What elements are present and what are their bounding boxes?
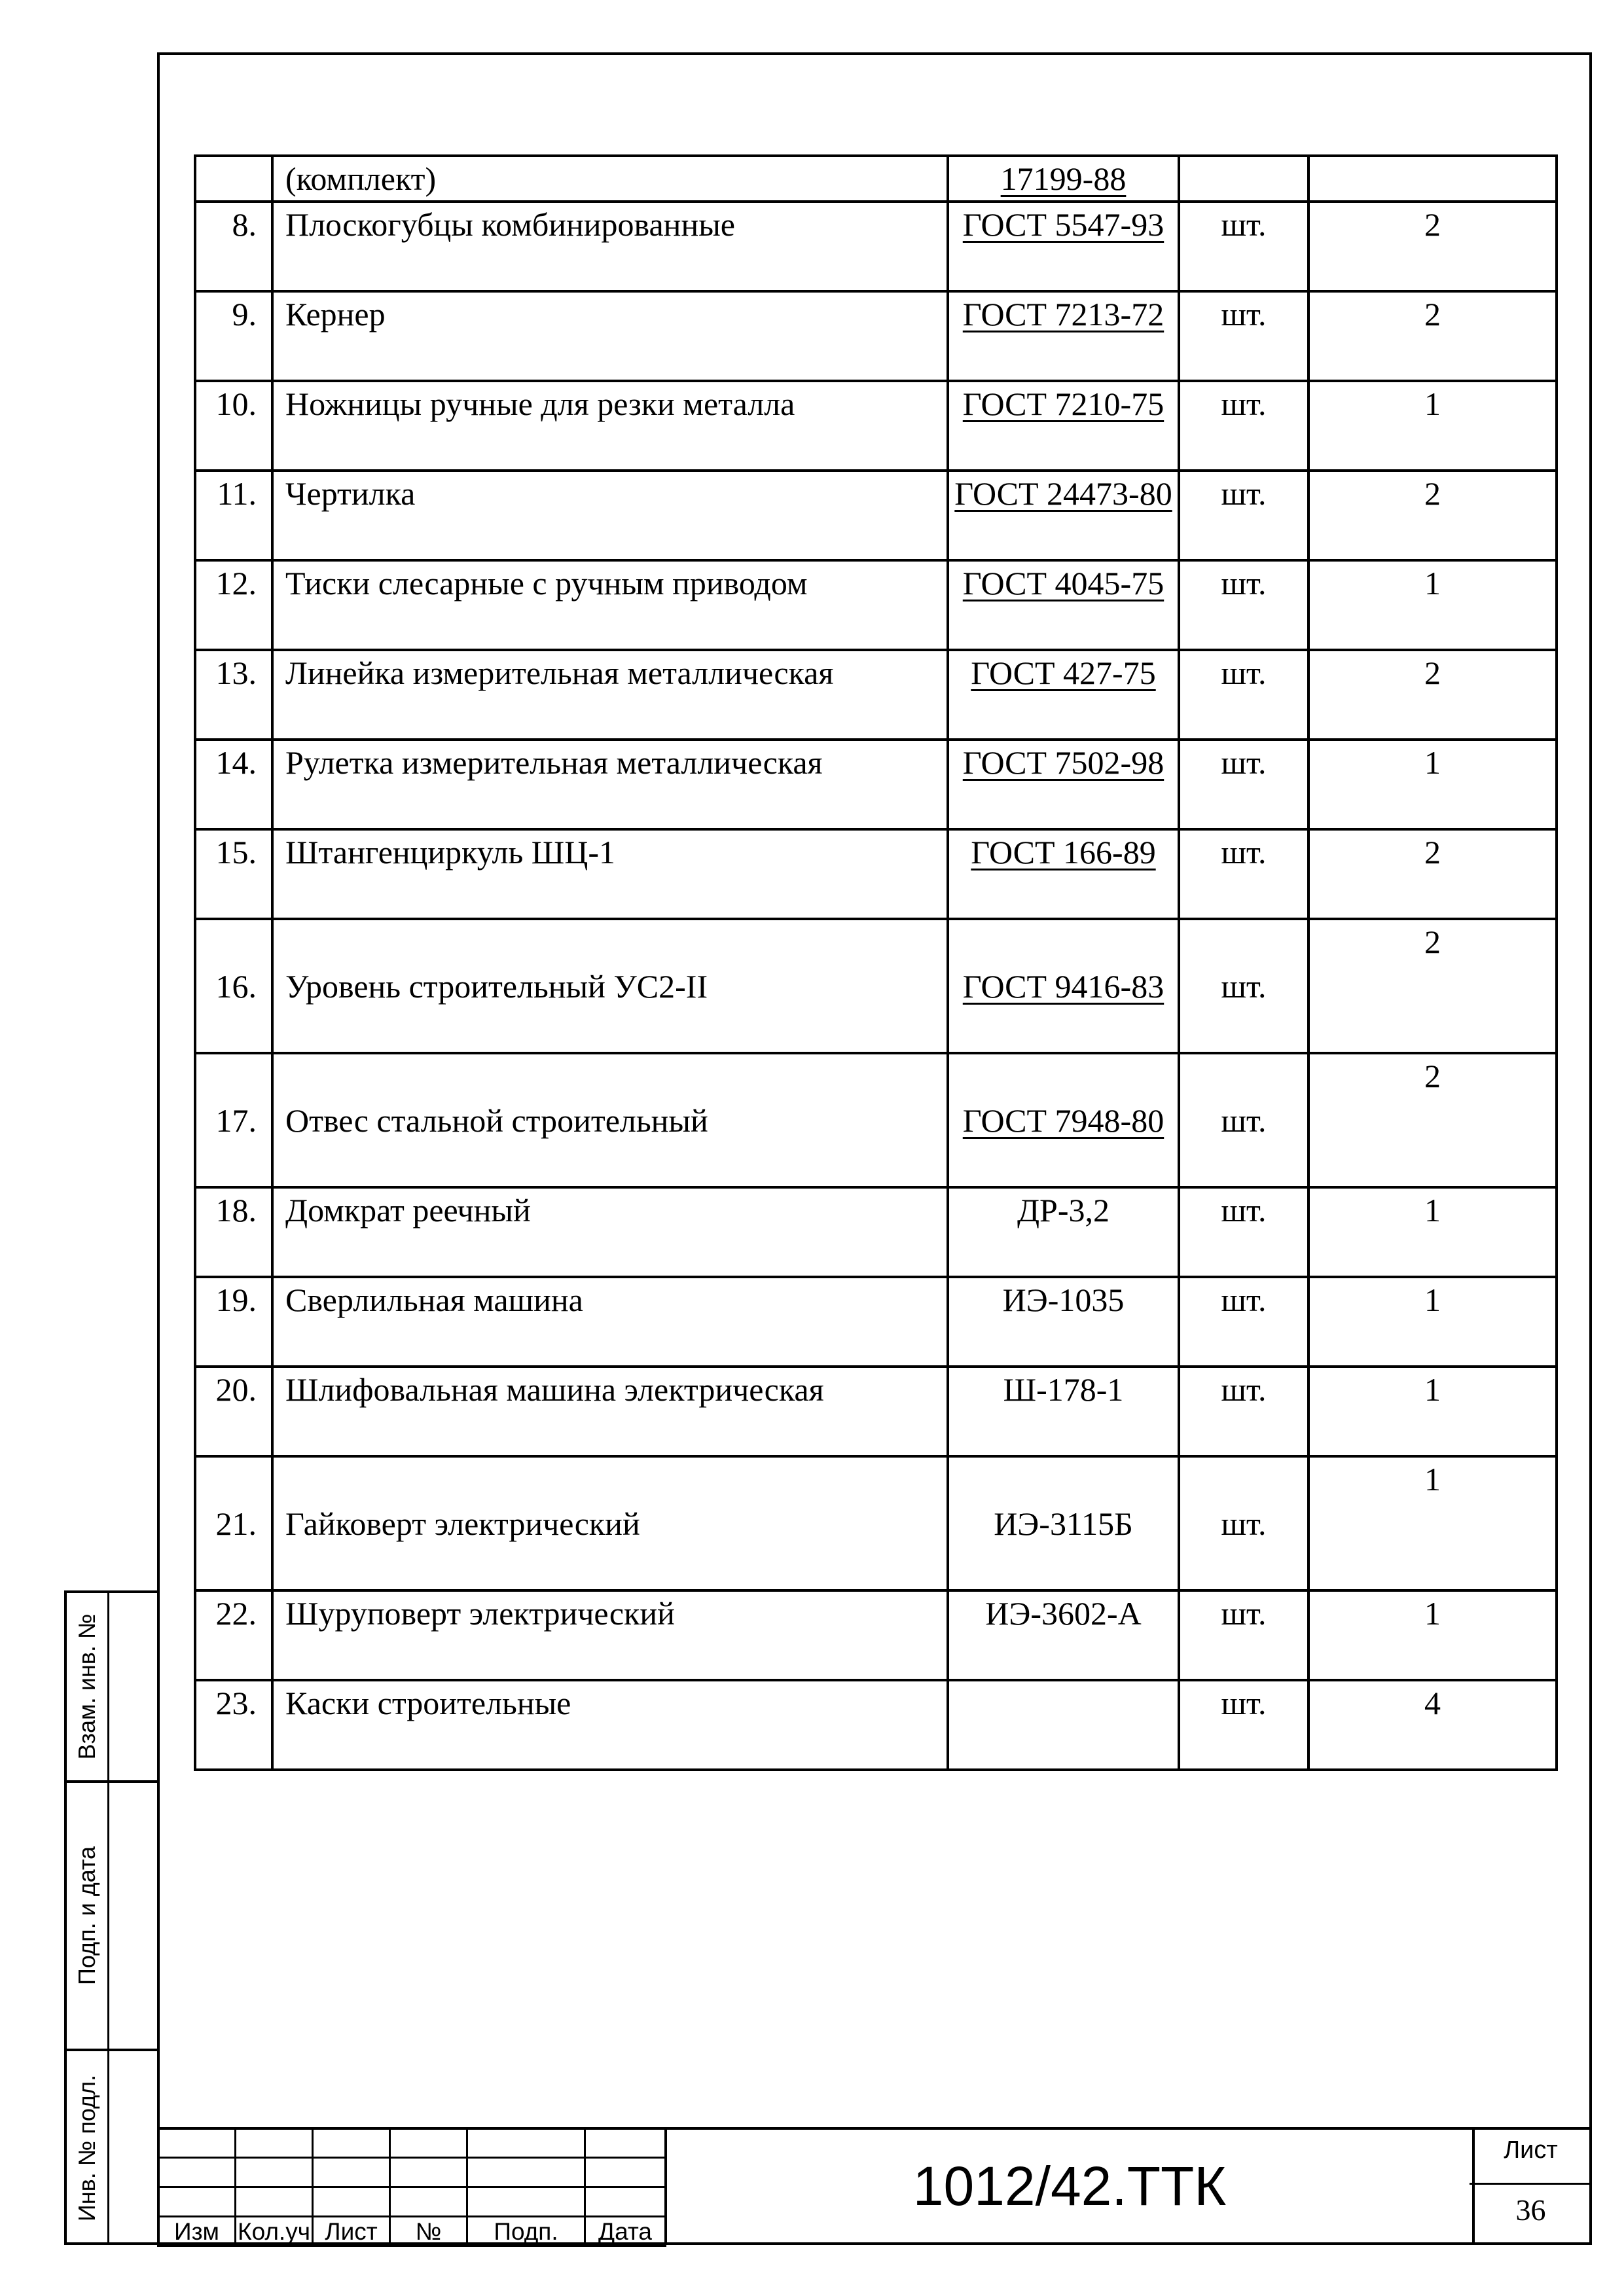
- row-name: Чертилка: [272, 471, 948, 560]
- row-standard: ГОСТ 4045-75: [962, 565, 1164, 601]
- side-stamp-row: [67, 2051, 157, 2245]
- row-quantity: 1: [1308, 1367, 1557, 1456]
- row-unit: шт.: [1179, 1187, 1308, 1277]
- col-label-podp: Подп.: [467, 2217, 585, 2246]
- row-standard: ИЭ-3602-А: [948, 1590, 1179, 1680]
- side-stamp: [64, 1590, 157, 2245]
- row-name: Шлифовальная машина электрическая: [272, 1367, 948, 1456]
- table-row: [195, 650, 1557, 740]
- row-unit: шт.: [1179, 1277, 1308, 1367]
- row-number: 20.: [195, 1367, 272, 1456]
- row-name: Рулетка измерительная металлическая: [272, 740, 948, 829]
- table-row: [195, 1053, 1557, 1187]
- row-number: 8.: [195, 202, 272, 291]
- side-stamp-label: Взам. инв. №: [73, 1613, 100, 1760]
- row-name: Каски строительные: [272, 1680, 948, 1770]
- row-standard: ГОСТ 7502-98: [962, 744, 1164, 781]
- row-unit: шт.: [1179, 1053, 1308, 1187]
- row-name: Плоскогубцы комбинированные: [272, 202, 948, 291]
- row-quantity: 2: [1308, 291, 1557, 381]
- row-standard: [948, 1680, 1179, 1770]
- table-row: [195, 1680, 1557, 1770]
- col-label-no: №: [390, 2217, 467, 2246]
- row-unit: шт.: [1179, 1590, 1308, 1680]
- row-quantity: 2: [1308, 919, 1557, 1053]
- row-name: Кернер: [272, 291, 948, 381]
- row-name: Ножницы ручные для резки металла: [272, 381, 948, 471]
- document-code: 1012/42.ТТК: [664, 2127, 1475, 2245]
- row-unit: шт.: [1179, 1456, 1308, 1590]
- row-standard: ГОСТ 5547-93: [962, 206, 1164, 243]
- row-number: 18.: [195, 1187, 272, 1277]
- col-label-list: Лист: [313, 2217, 390, 2246]
- row-number: 14.: [195, 740, 272, 829]
- table-row: [195, 1456, 1557, 1590]
- row-quantity: 1: [1308, 381, 1557, 471]
- row-unit: шт.: [1179, 560, 1308, 650]
- table-row: [195, 291, 1557, 381]
- row-quantity: 1: [1308, 740, 1557, 829]
- row-standard: ГОСТ 24473-80: [954, 475, 1172, 512]
- table-row: [195, 381, 1557, 471]
- row-number: 11.: [195, 471, 272, 560]
- row-number: 13.: [195, 650, 272, 740]
- revision-grid: [157, 2127, 666, 2247]
- row-standard: Ш-178-1: [948, 1367, 1179, 1456]
- sheet-label: Лист: [1504, 2136, 1558, 2164]
- row-quantity: [1308, 156, 1557, 202]
- col-label-kol: Кол.уч: [236, 2217, 313, 2246]
- table-row: [195, 560, 1557, 650]
- row-number: 12.: [195, 560, 272, 650]
- equipment-table-body: [195, 156, 1557, 1770]
- row-quantity: 1: [1308, 1187, 1557, 1277]
- row-number: 23.: [195, 1680, 272, 1770]
- row-standard: ГОСТ 427-75: [971, 655, 1156, 691]
- row-name: Шуруповерт электрический: [272, 1590, 948, 1680]
- side-stamp-label: Подп. и дата: [73, 1846, 100, 1986]
- row-unit: шт.: [1179, 1367, 1308, 1456]
- table-row: [195, 740, 1557, 829]
- row-standard: ИЭ-3115Б: [948, 1456, 1179, 1590]
- row-standard: ГОСТ 7213-72: [962, 296, 1164, 332]
- row-number: 21.: [195, 1456, 272, 1590]
- row-quantity: 2: [1308, 1053, 1557, 1187]
- row-unit: шт.: [1179, 829, 1308, 919]
- row-number: 10.: [195, 381, 272, 471]
- row-standard: ГОСТ 166-89: [971, 834, 1156, 870]
- table-row: [195, 919, 1557, 1053]
- row-quantity: 1: [1308, 560, 1557, 650]
- row-unit: [1179, 156, 1308, 202]
- row-name: Гайковерт электрический: [272, 1456, 948, 1590]
- row-quantity: 2: [1308, 650, 1557, 740]
- table-row: [195, 1590, 1557, 1680]
- row-unit: шт.: [1179, 471, 1308, 560]
- row-unit: шт.: [1179, 381, 1308, 471]
- table-row: [195, 1277, 1557, 1367]
- row-quantity: 1: [1308, 1277, 1557, 1367]
- title-block: [157, 2127, 1592, 2245]
- row-standard: ГОСТ 7210-75: [962, 386, 1164, 422]
- col-label-izm: Изм: [158, 2217, 236, 2246]
- row-name: (комплект): [272, 156, 948, 202]
- side-stamp-row: [67, 1783, 157, 2051]
- table-row: [195, 156, 1557, 202]
- row-unit: шт.: [1179, 1680, 1308, 1770]
- equipment-table: [194, 154, 1558, 1771]
- row-number: 15.: [195, 829, 272, 919]
- row-standard: ГОСТ 7948-80: [962, 1102, 1164, 1139]
- row-standard: ДР-3,2: [948, 1187, 1179, 1277]
- row-number: [195, 156, 272, 202]
- row-number: 9.: [195, 291, 272, 381]
- row-name: Линейка измерительная металлическая: [272, 650, 948, 740]
- row-number: 17.: [195, 1053, 272, 1187]
- row-name: Домкрат реечный: [272, 1187, 948, 1277]
- row-standard: ИЭ-1035: [948, 1277, 1179, 1367]
- sheet-cell: [1470, 2127, 1592, 2245]
- row-quantity: 2: [1308, 202, 1557, 291]
- row-quantity: 4: [1308, 1680, 1557, 1770]
- side-stamp-row: [67, 1593, 157, 1783]
- side-stamp-label: Инв. № подл.: [73, 2074, 100, 2222]
- table-row: [195, 202, 1557, 291]
- table-row: [195, 471, 1557, 560]
- table-row: [195, 1367, 1557, 1456]
- row-number: 16.: [195, 919, 272, 1053]
- row-unit: шт.: [1179, 650, 1308, 740]
- row-name: Уровень строительный УС2-II: [272, 919, 948, 1053]
- row-unit: шт.: [1179, 202, 1308, 291]
- row-unit: шт.: [1179, 291, 1308, 381]
- sheet-number: 36: [1515, 2193, 1546, 2227]
- row-quantity: 1: [1308, 1456, 1557, 1590]
- row-quantity: 1: [1308, 1590, 1557, 1680]
- table-row: [195, 829, 1557, 919]
- row-quantity: 2: [1308, 829, 1557, 919]
- row-name: Штангенциркуль ШЦ-1: [272, 829, 948, 919]
- row-standard: ГОСТ 9416-83: [962, 967, 1164, 1005]
- row-name: Отвес стальной строительный: [272, 1053, 948, 1187]
- row-unit: шт.: [1179, 919, 1308, 1053]
- row-number: 19.: [195, 1277, 272, 1367]
- row-name: Тиски слесарные с ручным приводом: [272, 560, 948, 650]
- row-standard: 17199-88: [1000, 160, 1127, 197]
- row-number: 22.: [195, 1590, 272, 1680]
- col-label-date: Дата: [585, 2217, 666, 2246]
- row-name: Сверлильная машина: [272, 1277, 948, 1367]
- table-row: [195, 1187, 1557, 1277]
- row-quantity: 2: [1308, 471, 1557, 560]
- row-unit: шт.: [1179, 740, 1308, 829]
